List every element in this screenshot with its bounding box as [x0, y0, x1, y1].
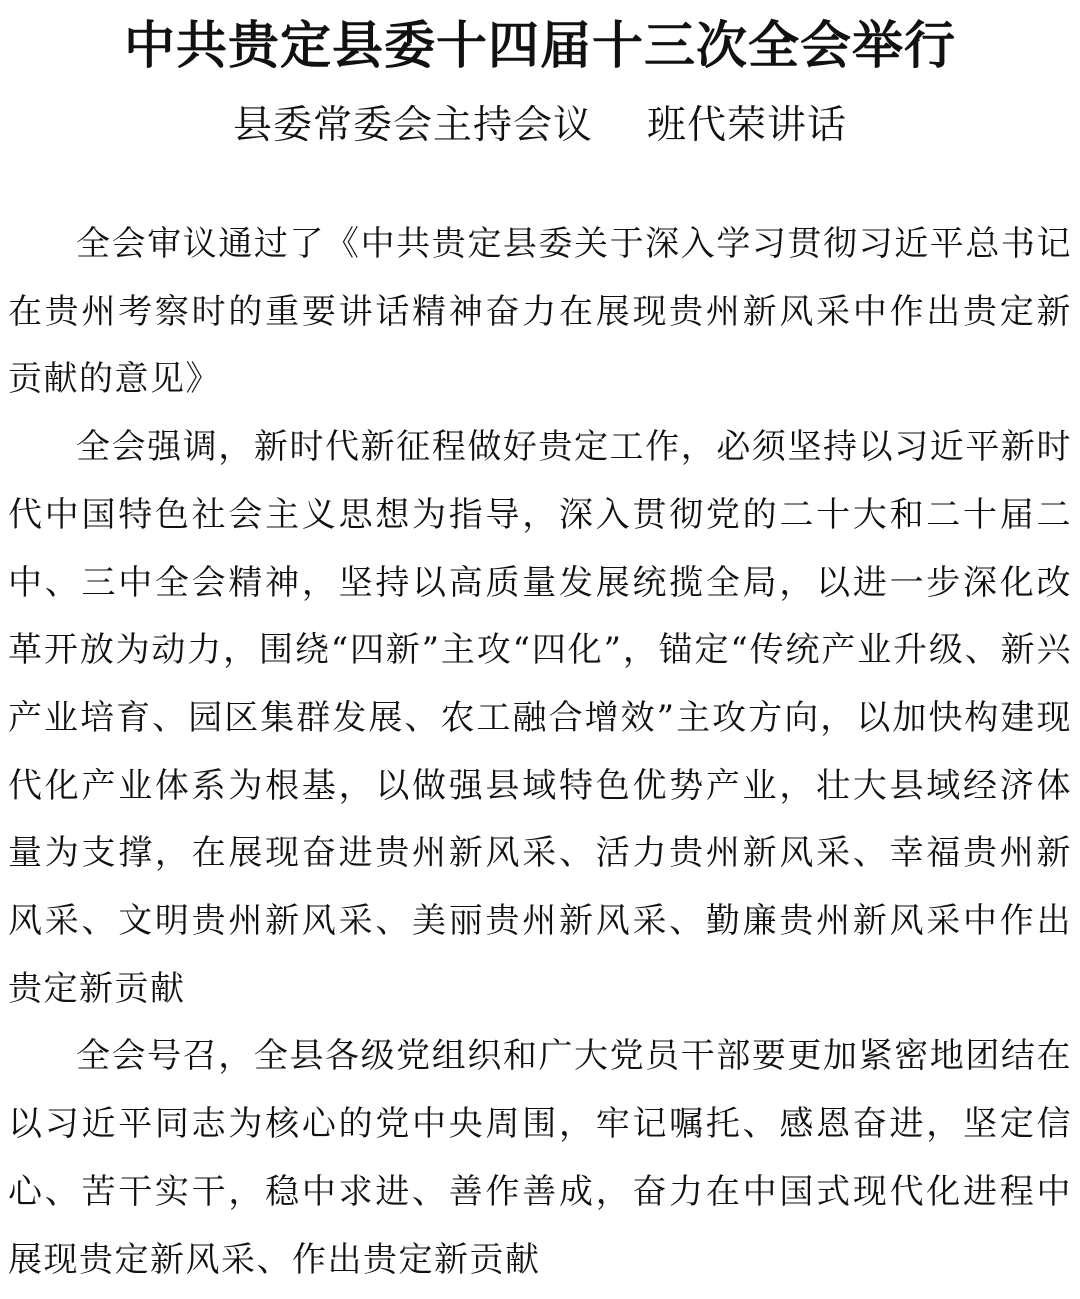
- article-body: [8, 211, 1072, 1294]
- paragraph-2: 全会强调，新时代新征程做好贵定工作，必须坚持以习近平新时代中国特色社会主义思想为指导，深入贯彻党的二十大和二十届二中、三中全会精神，坚持以高质量发展统揽全局，以进一步深化改革开放为动力，围绕“四新”主攻“四化”，锚定“传统产业升级、新兴产业培育、园区集群发展、农工融合增效”主攻方向，以加快构建现代化产业体系为根基，以做强县域特色优势产业，壮大县域经济体量为支撑，在展现奋进贵州新风采、活力贵州新风采、幸福贵州新风采、文明贵州新风采、美丽贵州新风采、勤廉贵州新风采中作出贵定新贡献: [8, 427, 1072, 1009]
- paragraph-1: 全会审议通过了《中共贵定县委关于深入学习贯彻习近平总书记在贵州考察时的重要讲话精神奋力在展现贵州新风采中作出贵定新贡献的意见》: [8, 224, 1072, 400]
- subheadline-left: 县委常委会主持会议: [232, 103, 593, 148]
- subheadline: [0, 100, 1080, 152]
- subheadline-right: 班代荣讲话: [647, 103, 848, 148]
- paragraph-3: 全会号召，全县各级党组织和广大党员干部要更加紧密地团结在以习近平同志为核心的党中央周围，牢记嘱托、感恩奋进，坚定信心、苦干实干，稳中求进、善作善成，奋力在中国式现代化进程中展现贵定新风采、作出贵定新贡献: [8, 1036, 1072, 1280]
- headline: 中共贵定县委十四届十三次全会举行: [123, 16, 956, 76]
